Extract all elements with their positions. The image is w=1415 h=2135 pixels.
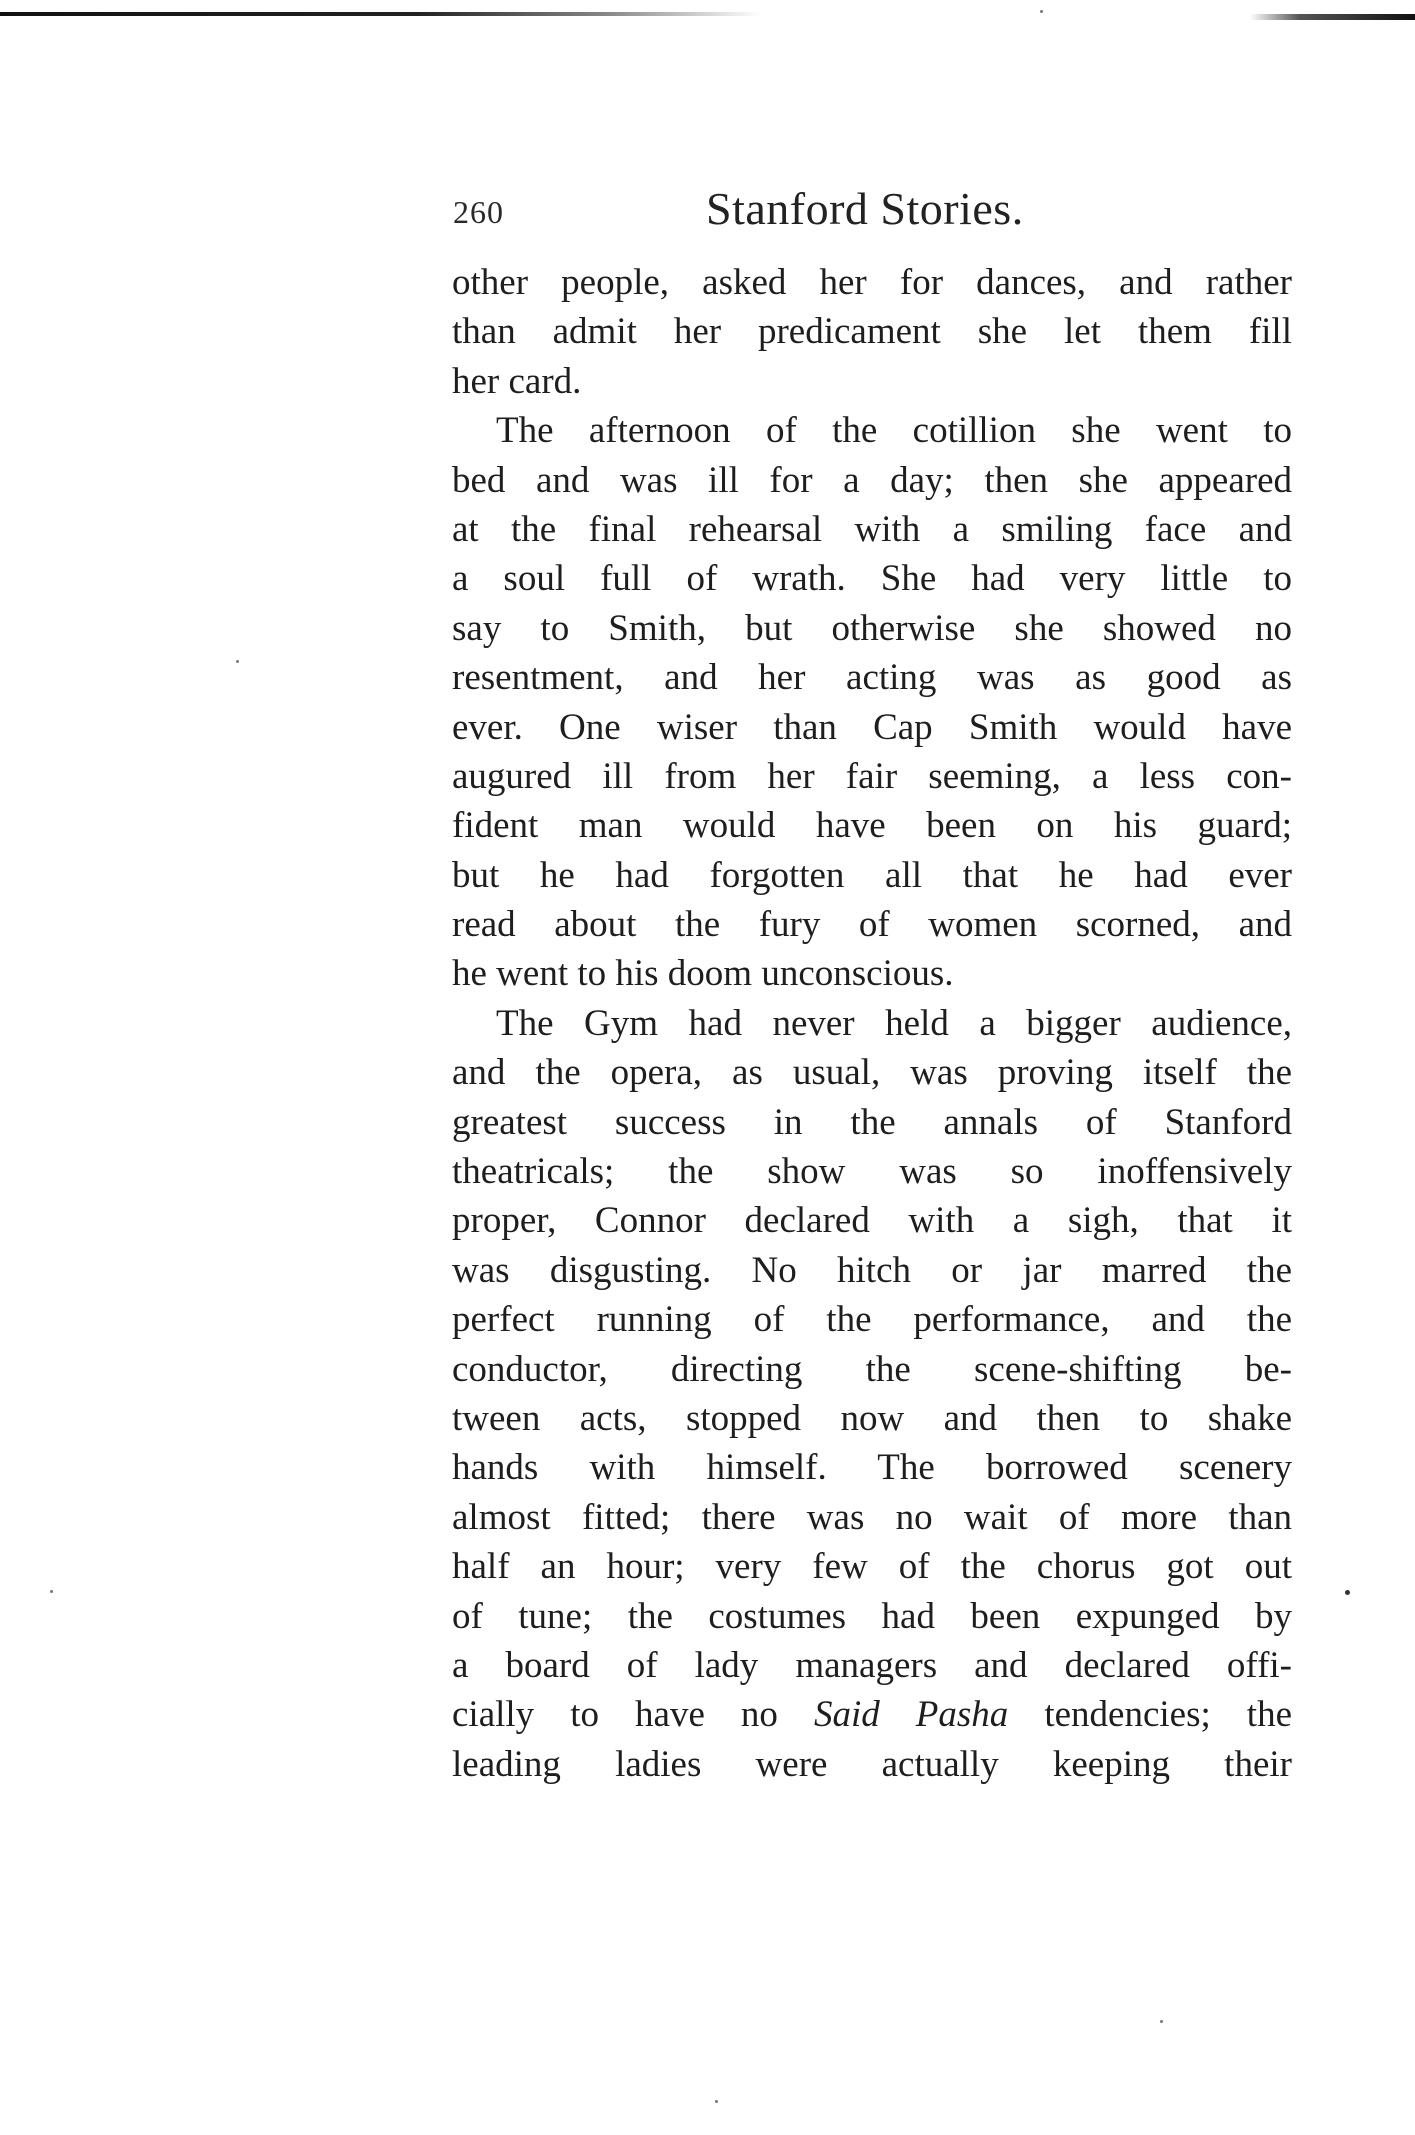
text-line: fident man would have been on his guard; bbox=[452, 805, 1292, 847]
scan-speck bbox=[1345, 1590, 1350, 1595]
text-line: and the opera, as usual, was proving itself the bbox=[452, 1052, 1292, 1094]
text-line: bed and was ill for a day; then she appeared bbox=[452, 459, 1292, 501]
text-line: conductor, directing the scene-shifting be- bbox=[452, 1348, 1292, 1390]
running-title: Stanford Stories. bbox=[706, 183, 1024, 234]
italic-title: Said Pasha bbox=[813, 1694, 1009, 1736]
text-line: leading ladies were actually keeping their bbox=[452, 1743, 1292, 1785]
body-text bbox=[452, 258, 1292, 1789]
scan-speck bbox=[50, 1590, 53, 1593]
text-line: augured ill from her fair seeming, a less con- bbox=[452, 755, 1292, 797]
text-line: ever. One wiser than Cap Smith would have bbox=[452, 706, 1292, 748]
text-line: tween acts, stopped now and then to shake bbox=[452, 1397, 1292, 1439]
scan-edge-mark-left bbox=[0, 12, 760, 16]
text-line: her card. bbox=[452, 360, 582, 402]
scan-speck bbox=[236, 660, 239, 663]
text-run: cially to have no bbox=[452, 1694, 814, 1736]
page-number: 260 bbox=[453, 194, 504, 230]
scan-speck bbox=[1160, 2020, 1163, 2023]
text-line: half an hour; very few of the chorus got out bbox=[452, 1546, 1292, 1588]
text-line: resentment, and her acting was as good as bbox=[452, 657, 1292, 699]
text-line: The afternoon of the cotillion she went to bbox=[496, 410, 1292, 452]
text-line: a board of lady managers and declared offi- bbox=[452, 1644, 1292, 1686]
text-line: than admit her predicament she let them fill bbox=[452, 311, 1292, 353]
text-line: theatricals; the show was so inoffensively bbox=[452, 1151, 1292, 1193]
running-head bbox=[453, 182, 1288, 242]
scan-edge-mark-right bbox=[1250, 14, 1415, 20]
text-line: greatest success in the annals of Stanford bbox=[452, 1101, 1292, 1143]
text-line-with-italic bbox=[452, 1690, 1292, 1739]
text-line: he went to his doom unconscious. bbox=[452, 953, 954, 995]
text-line: perfect running of the performance, and the bbox=[452, 1299, 1292, 1341]
scan-speck bbox=[1040, 10, 1043, 13]
text-line: hands with himself. The borrowed scenery bbox=[452, 1447, 1292, 1489]
text-line: other people, asked her for dances, and rather bbox=[452, 262, 1292, 303]
text-line: of tune; the costumes had been expunged by bbox=[452, 1595, 1292, 1637]
text-line: but he had forgotten all that he had ever bbox=[452, 854, 1292, 896]
text-line: at the final rehearsal with a smiling face and bbox=[452, 508, 1292, 550]
text-line: a soul full of wrath. She had very little to bbox=[452, 558, 1292, 600]
text-run: tendencies; the bbox=[1008, 1694, 1293, 1736]
text-line: read about the fury of women scorned, and bbox=[452, 904, 1292, 946]
text-line: The Gym had never held a bigger audience, bbox=[496, 1002, 1292, 1044]
text-line: almost fitted; there was no wait of more than bbox=[452, 1496, 1292, 1538]
text-line: proper, Connor declared with a sigh, that it bbox=[452, 1200, 1292, 1242]
scan-speck bbox=[715, 2100, 718, 2103]
text-line: say to Smith, but otherwise she showed no bbox=[452, 607, 1292, 649]
text-line: was disgusting. No hitch or jar marred the bbox=[452, 1249, 1292, 1291]
